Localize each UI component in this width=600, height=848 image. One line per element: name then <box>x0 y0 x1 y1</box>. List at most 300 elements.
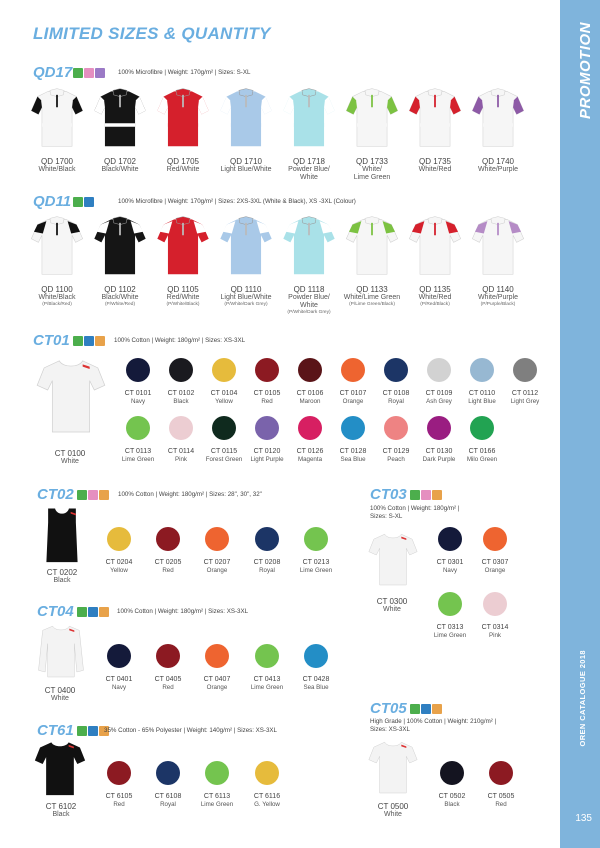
product-code: QD 1740 <box>481 157 515 166</box>
color-swatch-ct0105[interactable] <box>255 358 279 382</box>
product-color: White/Red <box>418 166 452 173</box>
product-color: White/Lime Green <box>343 294 401 301</box>
swatch-color: Yellow <box>110 567 128 574</box>
swatch-caption <box>471 624 519 639</box>
product-code: QD 1135 <box>419 285 451 294</box>
product-color: White <box>383 606 401 613</box>
swatch-code: CT 6105 <box>105 793 133 800</box>
swatch-color: Red <box>495 801 507 808</box>
side-banner <box>560 0 600 848</box>
swatch-color: Red <box>113 801 125 808</box>
product-pantone: (P/Lime Green/Black) <box>349 302 395 307</box>
color-swatch-ct0213[interactable] <box>304 527 328 551</box>
product-code: QD 1133 <box>356 285 388 294</box>
swatch-caption <box>292 559 340 574</box>
swatch-code: CT 0110 <box>468 390 496 397</box>
swatch-caption <box>415 390 463 405</box>
swatch-caption <box>200 448 248 463</box>
fabric-feature-icon <box>88 726 98 736</box>
fabric-feature-icon <box>432 704 442 714</box>
product-code: QD 1705 <box>166 157 200 166</box>
qd17-shirt-qd1718[interactable] <box>282 86 336 148</box>
qd17-shirt-qd1702[interactable] <box>93 86 147 148</box>
product-code: QD 1718 <box>292 157 326 166</box>
swatch-caption <box>415 448 463 463</box>
swatch-code: CT 0407 <box>203 676 231 683</box>
swatch-caption <box>286 448 334 463</box>
ct03-spec-text: Sizes: S-XL <box>370 513 403 520</box>
product-caption <box>211 157 281 174</box>
fabric-feature-icon <box>410 490 420 500</box>
product-code: QD 1110 <box>230 285 262 294</box>
product-code: QD 1100 <box>41 285 73 294</box>
ct03-main-shirt[interactable] <box>368 530 418 588</box>
swatch-code: CT 0106 <box>296 390 324 397</box>
product-color: White <box>384 811 402 818</box>
swatch-color: Magenta <box>297 456 323 463</box>
ct04-main-shirt[interactable] <box>36 622 86 678</box>
swatch-caption <box>329 448 377 463</box>
swatch-color: Light Purple <box>250 456 284 463</box>
product-color: White/Black <box>38 294 76 301</box>
ct61-code: CT61 <box>37 722 74 739</box>
color-swatch-ct0102[interactable] <box>169 358 193 382</box>
fabric-feature-icon <box>95 68 105 78</box>
ct01-code: CT01 <box>33 332 70 349</box>
product-pantone: (P/White/Red) <box>104 302 136 307</box>
qd11-shirt-qd1133[interactable] <box>345 214 399 276</box>
product-color-line2: Lime Green <box>353 174 391 181</box>
swatch-color: Forest Green <box>205 456 243 463</box>
fabric-feature-icon <box>73 197 83 207</box>
swatch-color: Royal <box>160 801 176 808</box>
color-swatch-ct6116[interactable] <box>255 761 279 785</box>
swatch-code: CT 0126 <box>296 448 324 455</box>
swatch-code: CT 0128 <box>339 448 367 455</box>
swatch-color: Navy <box>442 567 458 574</box>
swatch-caption <box>114 448 162 463</box>
product-caption <box>148 285 218 308</box>
swatch-color: G. Yellow <box>254 801 280 808</box>
product-color: Black <box>52 811 70 818</box>
color-swatch-ct0126[interactable] <box>298 416 322 440</box>
product-code: QD 1735 <box>418 157 452 166</box>
swatch-color: Lime Green <box>121 456 155 463</box>
swatch-code: CT 0109 <box>425 390 453 397</box>
swatch-color: Lime Green <box>200 801 234 808</box>
swatch-caption <box>458 448 506 463</box>
swatch-color: Light Grey <box>510 398 540 405</box>
product-caption <box>363 802 423 819</box>
product-color: White/Red <box>418 294 452 301</box>
swatch-caption <box>157 390 205 405</box>
swatch-color: Pink <box>174 456 188 463</box>
ct04-spec-text: 100% Cotton | Weight: 180g/m² | Sizes: XS-3XL <box>117 608 249 615</box>
swatch-color: Lime Green <box>433 632 467 639</box>
page-number: 135 <box>575 813 592 824</box>
swatch-code: CT 0405 <box>154 676 182 683</box>
swatch-color: Milo Green <box>466 456 498 463</box>
product-caption <box>274 285 344 316</box>
swatch-caption <box>193 793 241 808</box>
page-title: LIMITED SIZES & QUANTITY <box>33 24 271 43</box>
color-swatch-ct6113[interactable] <box>205 761 229 785</box>
swatch-code: CT 0129 <box>382 448 410 455</box>
ct03-code: CT03 <box>370 486 407 503</box>
fabric-feature-icon <box>77 726 87 736</box>
swatch-code: CT 0502 <box>438 793 466 800</box>
catalogue-label: OREN CATALOGUE 2018 <box>578 650 587 747</box>
product-caption <box>148 157 218 174</box>
color-swatch-ct0106[interactable] <box>298 358 322 382</box>
color-swatch-ct0113[interactable] <box>126 416 150 440</box>
swatch-color: Maroon <box>299 398 321 405</box>
product-color: Light Blue/White <box>220 166 272 173</box>
swatch-code: CT 0401 <box>105 676 133 683</box>
color-swatch-ct0505[interactable] <box>489 761 513 785</box>
qd17-shirt-qd1733[interactable] <box>345 86 399 148</box>
fabric-feature-icon <box>84 336 94 346</box>
product-pantone: (P/White/Black) <box>166 302 200 307</box>
product-color: White/ <box>362 166 382 173</box>
product-color: White/Purple <box>477 294 519 301</box>
swatch-caption <box>157 448 205 463</box>
fabric-feature-icon <box>84 197 94 207</box>
fabric-feature-icon <box>77 607 87 617</box>
swatch-code: CT 0112 <box>511 390 539 397</box>
color-swatch-ct0405[interactable] <box>156 644 180 668</box>
swatch-code: CT 0213 <box>302 559 330 566</box>
ct05-fabric-tags <box>410 704 442 714</box>
product-pantone: (P/Red/Black) <box>420 302 450 307</box>
color-swatch-ct0110[interactable] <box>470 358 494 382</box>
swatch-caption <box>243 793 291 808</box>
product-caption <box>337 157 407 182</box>
swatch-code: CT 0115 <box>210 448 238 455</box>
swatch-code: CT 0204 <box>105 559 133 566</box>
swatch-caption <box>193 676 241 691</box>
product-code: CT 0500 <box>377 802 409 811</box>
qd17-fabric-tags <box>73 68 105 78</box>
ct03-spec-text: 100% Cotton | Weight: 180g/m² | <box>370 505 460 512</box>
qd17-shirt-qd1740[interactable] <box>471 86 525 148</box>
product-caption <box>22 285 92 308</box>
color-swatch-ct0115[interactable] <box>212 416 236 440</box>
fabric-feature-icon <box>99 490 109 500</box>
color-swatch-ct0314[interactable] <box>483 592 507 616</box>
qd17-shirt-qd1705[interactable] <box>156 86 210 148</box>
swatch-code: CT 0120 <box>253 448 281 455</box>
ct01-fabric-tags <box>73 336 105 346</box>
color-swatch-ct0407[interactable] <box>205 644 229 668</box>
swatch-code: CT 6113 <box>203 793 231 800</box>
ct04-code: CT04 <box>37 603 74 620</box>
product-color-line2: White <box>300 302 318 309</box>
product-caption <box>85 157 155 174</box>
swatch-caption <box>426 559 474 574</box>
qd11-shirt-qd1105[interactable] <box>156 214 210 276</box>
swatch-caption <box>292 676 340 691</box>
product-code: QD 1102 <box>104 285 136 294</box>
swatch-color: Red <box>162 684 174 691</box>
fabric-feature-icon <box>99 607 109 617</box>
color-swatch-ct0428[interactable] <box>304 644 328 668</box>
ct61-main-shirt[interactable] <box>34 738 86 796</box>
color-swatch-ct0109[interactable] <box>427 358 451 382</box>
product-caption <box>31 802 91 819</box>
swatch-code: CT 0301 <box>436 559 464 566</box>
fabric-feature-icon <box>432 490 442 500</box>
swatch-caption <box>372 390 420 405</box>
ct04-fabric-tags <box>77 607 109 617</box>
product-color: White/Black <box>38 166 76 173</box>
swatch-color: Orange <box>206 684 228 691</box>
product-code: QD 1140 <box>482 285 514 294</box>
ct02-main-shirt[interactable] <box>36 505 88 563</box>
product-caption <box>211 285 281 308</box>
ct05-main-shirt[interactable] <box>368 738 418 796</box>
product-color: Black/White <box>101 294 139 301</box>
swatch-caption <box>243 390 291 405</box>
color-swatch-ct0207[interactable] <box>205 527 229 551</box>
color-swatch-ct6108[interactable] <box>156 761 180 785</box>
swatch-color: Sea Blue <box>340 456 366 463</box>
color-swatch-ct0120[interactable] <box>255 416 279 440</box>
color-swatch-ct0166[interactable] <box>470 416 494 440</box>
qd11-shirt-qd1118[interactable] <box>282 214 336 276</box>
product-color: Red/White <box>166 166 200 173</box>
swatch-code: CT 0505 <box>487 793 515 800</box>
fabric-feature-icon <box>410 704 420 714</box>
swatch-caption <box>426 624 474 639</box>
color-swatch-ct0413[interactable] <box>255 644 279 668</box>
product-caption <box>463 157 533 174</box>
swatch-code: CT 0205 <box>154 559 182 566</box>
swatch-code: CT 0314 <box>481 624 509 631</box>
product-caption <box>337 285 407 308</box>
qd17-shirt-qd1710[interactable] <box>219 86 273 148</box>
swatch-caption <box>114 390 162 405</box>
swatch-code: CT 0208 <box>253 559 281 566</box>
product-code: CT 6102 <box>45 802 77 811</box>
ct05-code: CT05 <box>370 700 407 717</box>
ct01-spec-text: 100% Cotton | Weight: 180g/m² | Sizes: XS-3XL <box>114 337 246 344</box>
product-pantone: (P/Purple/Black) <box>480 302 516 307</box>
swatch-color: Black <box>444 801 460 808</box>
color-swatch-ct0112[interactable] <box>513 358 537 382</box>
ct02-code: CT02 <box>37 486 74 503</box>
fabric-feature-icon <box>84 68 94 78</box>
product-code: QD 1118 <box>293 285 325 294</box>
color-swatch-ct0114[interactable] <box>169 416 193 440</box>
product-code: CT 0400 <box>44 686 76 695</box>
swatch-code: CT 0428 <box>302 676 330 683</box>
color-swatch-ct0502[interactable] <box>440 761 464 785</box>
color-swatch-ct0101[interactable] <box>126 358 150 382</box>
qd17-shirt-qd1735[interactable] <box>408 86 462 148</box>
color-swatch-ct0130[interactable] <box>427 416 451 440</box>
ct61-spec-text: 35% Cotton - 65% Polyester | Weight: 140g/m² | Sizes: XS-3XL <box>104 727 277 734</box>
qd11-shirt-qd1135[interactable] <box>408 214 462 276</box>
swatch-caption <box>144 676 192 691</box>
fabric-feature-icon <box>95 336 105 346</box>
swatch-code: CT 0114 <box>167 448 195 455</box>
swatch-code: CT 0101 <box>124 390 152 397</box>
color-swatch-ct0301[interactable] <box>438 527 462 551</box>
product-caption <box>32 568 92 585</box>
swatch-code: CT 0107 <box>339 390 367 397</box>
fabric-feature-icon <box>421 490 431 500</box>
product-caption <box>400 285 470 308</box>
color-swatch-ct0104[interactable] <box>212 358 236 382</box>
ct02-fabric-tags <box>77 490 109 500</box>
color-swatch-ct0204[interactable] <box>107 527 131 551</box>
swatch-caption <box>329 390 377 405</box>
swatch-color: Peach <box>387 456 405 463</box>
swatch-caption <box>144 559 192 574</box>
qd11-shirt-qd1102[interactable] <box>93 214 147 276</box>
swatch-caption <box>501 390 549 405</box>
swatch-caption <box>95 676 143 691</box>
product-color: White <box>51 695 69 702</box>
ct02-spec-text: 100% Cotton | Weight: 180g/m² | Sizes: 28", 30", 32" <box>118 491 262 498</box>
swatch-code: CT 0113 <box>124 448 152 455</box>
swatch-code: CT 0413 <box>253 676 281 683</box>
swatch-code: CT 0130 <box>425 448 453 455</box>
color-swatch-ct0108[interactable] <box>384 358 408 382</box>
swatch-caption <box>428 793 476 808</box>
product-color: Powder Blue/ <box>288 294 330 301</box>
fabric-feature-icon <box>73 336 83 346</box>
swatch-color: Navy <box>111 684 127 691</box>
swatch-color: Red <box>162 567 174 574</box>
color-swatch-ct0208[interactable] <box>255 527 279 551</box>
qd11-shirt-qd1110[interactable] <box>219 214 273 276</box>
swatch-caption <box>458 390 506 405</box>
product-caption <box>400 157 470 174</box>
swatch-caption <box>95 559 143 574</box>
product-code: CT 0300 <box>376 597 408 606</box>
promotion-label: PROMOTION <box>577 22 594 119</box>
color-swatch-ct0205[interactable] <box>156 527 180 551</box>
product-code: QD 1733 <box>355 157 389 166</box>
swatch-color: Lime Green <box>299 567 333 574</box>
product-code: QD 1700 <box>40 157 74 166</box>
swatch-caption <box>243 448 291 463</box>
swatch-color: Pink <box>488 632 502 639</box>
swatch-color: Ash Grey <box>426 398 452 405</box>
product-code: CT 0100 <box>54 449 86 458</box>
color-swatch-ct0401[interactable] <box>107 644 131 668</box>
color-swatch-ct0313[interactable] <box>438 592 462 616</box>
qd11-code: QD11 <box>33 193 72 210</box>
product-caption <box>40 449 100 466</box>
swatch-color: Orange <box>484 567 506 574</box>
color-swatch-ct0129[interactable] <box>384 416 408 440</box>
product-color: Black/White <box>101 166 139 173</box>
fabric-feature-icon <box>88 490 98 500</box>
product-code: QD 1710 <box>229 157 263 166</box>
color-swatch-ct0128[interactable] <box>341 416 365 440</box>
swatch-caption <box>95 793 143 808</box>
swatch-code: CT 0307 <box>481 559 509 566</box>
swatch-code: CT 0108 <box>382 390 410 397</box>
qd11-shirt-qd1100[interactable] <box>30 214 84 276</box>
product-caption <box>22 157 92 174</box>
swatch-code: CT 0207 <box>203 559 231 566</box>
swatch-caption <box>243 559 291 574</box>
swatch-code: CT 0105 <box>253 390 281 397</box>
swatch-color: Sea Blue <box>303 684 329 691</box>
swatch-color: Red <box>261 398 273 405</box>
product-caption <box>362 597 422 614</box>
product-color: White <box>61 458 79 465</box>
ct05-spec-text: Sizes: XS-3XL <box>370 726 410 733</box>
product-caption <box>85 285 155 308</box>
swatch-caption <box>286 390 334 405</box>
product-caption <box>30 686 90 703</box>
swatch-code: CT 0102 <box>167 390 195 397</box>
swatch-color: Dark Purple <box>422 456 456 463</box>
swatch-color: Light Blue <box>468 398 496 405</box>
swatch-caption <box>144 793 192 808</box>
swatch-color: Yellow <box>215 398 233 405</box>
product-pantone: (P/White/Dark Grey) <box>224 302 268 307</box>
qd17-spec-text: 100% Microfibre | Weight: 170g/m² | Sizes: S-XL <box>118 69 251 76</box>
swatch-code: CT 0166 <box>468 448 496 455</box>
qd17-shirt-qd1700[interactable] <box>30 86 84 148</box>
fabric-feature-icon <box>73 68 83 78</box>
product-color-line2: White <box>300 174 318 181</box>
swatch-caption <box>200 390 248 405</box>
swatch-caption <box>243 676 291 691</box>
color-swatch-ct6105[interactable] <box>107 761 131 785</box>
swatch-color: Orange <box>342 398 364 405</box>
swatch-caption <box>193 559 241 574</box>
product-caption <box>274 157 344 182</box>
swatch-code: CT 0313 <box>436 624 464 631</box>
product-pantone: (P/White/Dark Grey) <box>287 310 331 315</box>
product-color: Red/White <box>166 294 200 301</box>
product-code: CT 0202 <box>46 568 78 577</box>
swatch-caption <box>372 448 420 463</box>
fabric-feature-icon <box>421 704 431 714</box>
color-swatch-ct0307[interactable] <box>483 527 507 551</box>
swatch-code: CT 6108 <box>154 793 182 800</box>
swatch-color: Royal <box>259 567 275 574</box>
color-swatch-ct0107[interactable] <box>341 358 365 382</box>
product-color: Light Blue/White <box>220 294 272 301</box>
swatch-caption <box>477 793 525 808</box>
product-color: White/Purple <box>477 166 519 173</box>
swatch-code: CT 0104 <box>210 390 238 397</box>
qd11-fabric-tags <box>73 197 94 207</box>
ct01-main-shirt[interactable] <box>36 355 106 437</box>
swatch-color: Lime Green <box>250 684 284 691</box>
fabric-feature-icon <box>88 607 98 617</box>
product-code: QD 1105 <box>167 285 199 294</box>
swatch-color: Royal <box>388 398 404 405</box>
qd17-code: QD17 <box>33 64 73 81</box>
swatch-color: Orange <box>206 567 228 574</box>
product-pantone: (P/Black/Red) <box>42 302 72 307</box>
product-code: QD 1702 <box>103 157 137 166</box>
qd11-shirt-qd1140[interactable] <box>471 214 525 276</box>
product-caption <box>463 285 533 308</box>
ct03-fabric-tags <box>410 490 442 500</box>
ct05-spec-text: High Grade | 100% Cotton | Weight: 210g/m² | <box>370 718 497 725</box>
fabric-feature-icon <box>77 490 87 500</box>
